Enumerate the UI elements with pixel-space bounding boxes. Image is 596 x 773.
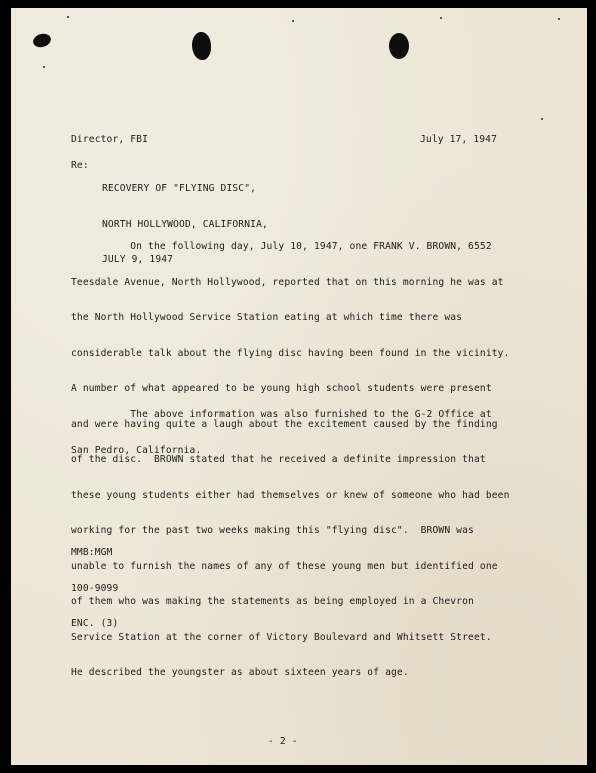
- text-line: unable to furnish the names of any of these young men but identified one: [71, 560, 498, 572]
- text-line: Teesdale Avenue, North Hollywood, reported that on this morning he was at: [71, 276, 504, 288]
- file-number: 100-9099: [71, 582, 119, 594]
- text-line: of the disc. BROWN stated that he received a definite impression that: [71, 454, 486, 465]
- enclosure-note: ENC. (3): [71, 618, 119, 629]
- reference-block: [71, 524, 118, 653]
- page-number: - 2 -: [268, 736, 298, 747]
- punch-hole-right: [389, 33, 409, 59]
- text-line: On the following day, July 10, 1947, one FRANK V. BROWN, 6552: [71, 241, 492, 252]
- text-line: and were having quite a laugh about the excitement caused by the finding: [71, 418, 498, 430]
- ink-blot-left: [32, 32, 53, 49]
- text-line: A number of what appeared to be young high school students were present: [71, 383, 492, 394]
- text-line: these young students either had themselves or knew of someone who had been: [71, 489, 510, 501]
- speck: [558, 18, 560, 20]
- re-line: JULY 9, 1947: [102, 254, 174, 265]
- speck: [440, 17, 442, 19]
- body-paragraph-2: [71, 386, 492, 479]
- speck: [292, 20, 294, 22]
- speck: [43, 66, 45, 68]
- addressee: Director, FBI: [71, 134, 149, 145]
- re-line: RECOVERY OF "FLYING DISC",: [102, 183, 257, 194]
- text-line: Service Station at the corner of Victory Boulevard and Whitsett Street.: [71, 631, 492, 643]
- initials: MMB:MGM: [71, 547, 113, 558]
- document-page: [11, 8, 587, 765]
- re-label: Re:: [71, 160, 89, 171]
- speck: [67, 16, 69, 18]
- text-line: San Pedro, California.: [71, 444, 202, 456]
- letter-date: July 17, 1947: [420, 134, 498, 145]
- speck: [541, 118, 543, 120]
- re-line: NORTH HOLLYWOOD, CALIFORNIA,: [102, 218, 268, 230]
- text-line: He described the youngster as about sixteen years of age.: [71, 667, 409, 678]
- text-line: the North Hollywood Service Station eating at which time there was: [71, 312, 463, 323]
- punch-hole-center: [192, 32, 211, 60]
- text-line: considerable talk about the flying disc having been found in the vicinity.: [71, 347, 510, 359]
- text-line: working for the past two weeks making this "flying disc". BROWN was: [71, 525, 474, 536]
- text-line: The above information was also furnished to the G-2 Office at: [71, 409, 492, 420]
- text-line: of them who was making the statements as being employed in a Chevron: [71, 596, 474, 607]
